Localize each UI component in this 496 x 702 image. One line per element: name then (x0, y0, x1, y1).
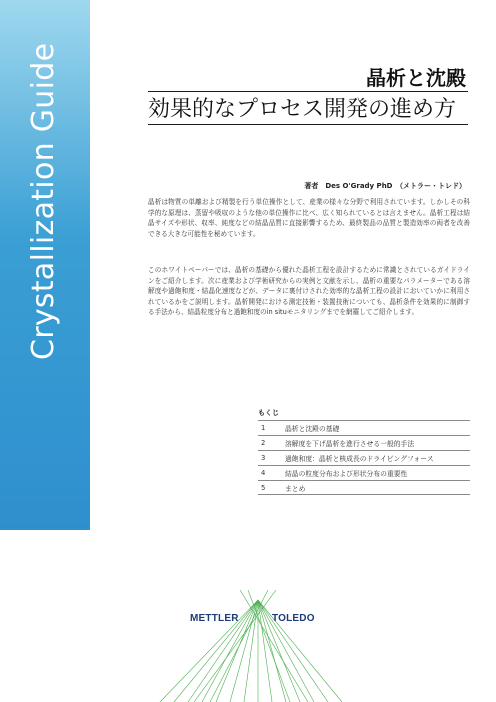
toc-item[interactable] (258, 450, 470, 465)
toc-item-label: まとめ (285, 484, 306, 493)
logo-text-toledo: TOLEDO (272, 613, 315, 624)
toc-item-label: 過飽和度：晶析と核成長のドライビングフォース (285, 455, 434, 463)
toc-item-number: 1 (261, 424, 266, 432)
logo-lines-graphic (140, 590, 370, 702)
toc-item-label: 晶析と沈殿の基礎 (285, 425, 340, 433)
document-subtitle: 効果的なプロセス開発の進め方 (148, 97, 457, 122)
toc-item-number: 3 (261, 454, 266, 462)
overview-paragraph: このホワイトペーパーでは、晶析の基礎から優れた晶析工程を設計するために常識とされているガイドラインをご紹介します。次に産業および学術研究からの実例と文献を示し、晶析の重要なパラメーターである溶解度や過飽和度・結晶化速度などが、データに裏付けされた効率的な晶析工程の設計においていかに利用されているかをご説明します。晶析開発における測定技術・装置技術についても、晶析条件を効果的に制御する手法から、結晶粒度分布と過飽和度のin situモニタリングまでを網羅してご紹介します。 (148, 266, 470, 317)
title-divider-bottom (148, 124, 468, 125)
toc-item[interactable] (258, 420, 470, 435)
toc-item-label: 溶解度を下げ晶析を進行させる一般的手法 (285, 440, 415, 448)
mettler-toledo-logo (140, 590, 370, 702)
toc-item-label: 結晶の粒度分布および形状分布の重要性 (285, 470, 408, 478)
table-of-contents (258, 420, 470, 495)
logo-text-mettler: METTLER (190, 613, 239, 624)
toc-item-number: 5 (261, 483, 266, 492)
toc-item-number: 4 (261, 469, 266, 477)
author-line: 著者 Des O'Grady PhD （メトラー・トレド） (304, 182, 466, 190)
sidebar-brand-title: Crystallization Guide (26, 42, 61, 360)
toc-title: もくじ (258, 409, 279, 417)
intro-paragraph: 晶析は物質の単離および精製を行う単位操作として、産業の様々な分野で利用されています。しかしその科学的な原理は、蒸留や吸収のような他の単位操作に比べ、広く知られているとは言えません。晶析工程は結晶サイズや形状、収率、純度などの結晶品質に直接影響するため、最終製品の品質と製造効率の両者を改善できる大きな可能性を秘めています。 (148, 198, 470, 238)
toc-item[interactable] (258, 435, 470, 450)
document-title: 晶析と沈殿 (366, 66, 466, 90)
toc-item[interactable] (258, 465, 470, 480)
cover-sidebar (0, 0, 90, 530)
toc-item-number: 2 (261, 439, 266, 447)
toc-item[interactable] (258, 480, 470, 495)
